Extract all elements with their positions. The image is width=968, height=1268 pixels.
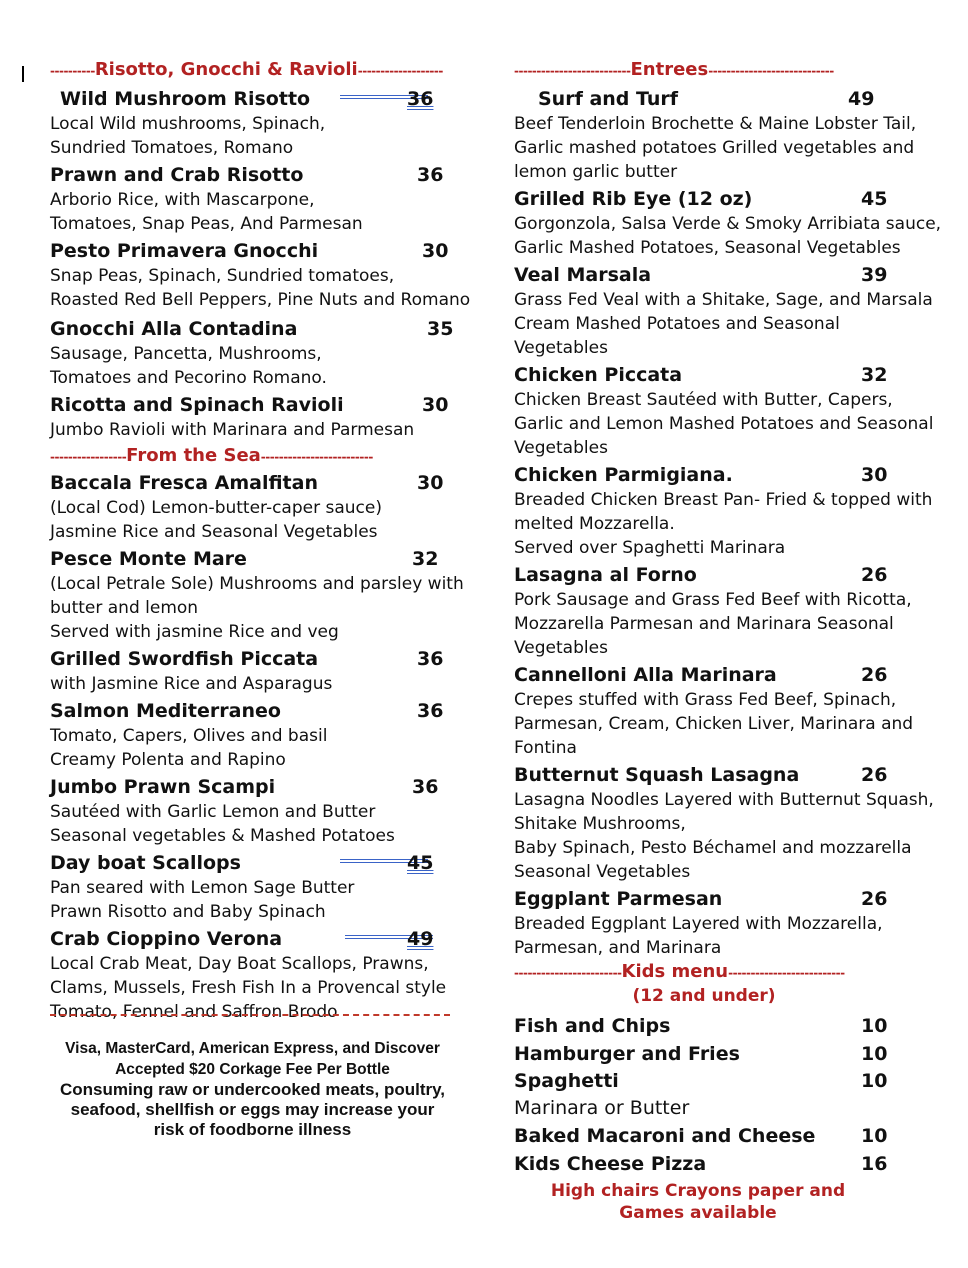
item-description: Seasonal vegetables & Mashed Potatoes <box>50 826 395 846</box>
kids-amenities-note <box>528 1180 868 1224</box>
item-description: Served with jasmine Rice and veg <box>50 622 339 642</box>
item-description: Mozzarella Parmesan and Marinara Seasonal <box>514 614 894 634</box>
item-name: Grilled Swordfish Piccata <box>50 648 319 670</box>
item-price: 32 <box>412 548 439 570</box>
menu-item <box>514 362 934 460</box>
item-description: Vegetables <box>514 638 608 658</box>
item-description: Prawn Risotto and Baby Spinach <box>50 902 326 922</box>
item-description: Tomatoes, Snap Peas, And Parmesan <box>50 214 363 234</box>
item-description: Creamy Polenta and Rapino <box>50 750 286 770</box>
section-header-kids-menu <box>514 960 924 984</box>
item-description: Breaded Eggplant Layered with Mozzarella, <box>514 914 883 934</box>
item-description: Clams, Mussels, Fresh Fish In a Provencal style <box>50 978 447 998</box>
section-title: Entrees <box>630 59 709 80</box>
item-name: Pesce Monte Mare <box>50 548 247 570</box>
item-name: Pesto Primavera Gnocchi <box>50 240 319 262</box>
item-description: Local Crab Meat, Day Boat Scallops, Prawns, <box>50 954 429 974</box>
menu-item <box>50 470 460 544</box>
section-header-from-the-sea <box>50 444 460 468</box>
menu-item <box>50 392 460 442</box>
item-description: Jasmine Rice and Seasonal Vegetables <box>50 522 378 542</box>
item-name: Butternut Squash Lasagna <box>514 764 800 786</box>
item-price[interactable]: 36 <box>407 88 434 110</box>
health-warning: risk of foodborne illness <box>153 1120 352 1139</box>
item-name: Lasagna al Forno <box>514 564 697 586</box>
item-price: 26 <box>861 564 888 586</box>
menu-item <box>514 1150 924 1178</box>
menu-item <box>50 698 460 772</box>
item-description: Pork Sausage and Grass Fed Beef with Ricotta, <box>514 590 912 610</box>
menu-item <box>50 774 460 848</box>
menu-item <box>514 1040 924 1068</box>
item-description: Sausage, Pancetta, Mushrooms, <box>50 344 322 364</box>
item-description: Local Wild mushrooms, Spinach, <box>50 114 326 134</box>
item-price: 26 <box>861 664 888 686</box>
menu-item <box>514 562 924 660</box>
item-description: melted Mozzarella. <box>514 514 675 534</box>
item-price: 30 <box>417 472 444 494</box>
item-price: 45 <box>861 188 888 210</box>
menu-item <box>514 762 934 884</box>
payment-note: Visa, MasterCard, American Express, and Discover <box>65 1040 440 1057</box>
menu-item <box>514 886 924 960</box>
corkage-note: Accepted $20 Corkage Fee Per Bottle <box>115 1061 390 1078</box>
menu-item <box>514 1068 924 1122</box>
menu-item <box>514 86 924 184</box>
item-price: 35 <box>427 318 454 340</box>
item-name: Veal Marsala <box>514 264 652 286</box>
dash-right: ------------------------- <box>260 450 373 464</box>
item-name: Ricotta and Spinach Ravioli <box>50 394 344 416</box>
menu-item <box>50 546 464 644</box>
menu-item <box>50 86 460 160</box>
left-column <box>50 58 471 1024</box>
section-title: Kids menu <box>621 961 729 982</box>
item-name: Jumbo Prawn Scampi <box>50 776 276 798</box>
item-description: Vegetables <box>514 438 608 458</box>
item-description: with Jasmine Rice and Asparagus <box>50 674 333 694</box>
item-description: Shitake Mushrooms, <box>514 814 686 834</box>
dash-left: ------------------------ <box>514 966 622 980</box>
item-description: butter and lemon <box>50 598 199 618</box>
item-description: Served over Spaghetti Marinara <box>514 538 786 558</box>
item-description: Garlic mashed potatoes Grilled vegetables and <box>514 138 915 158</box>
dash-right: ------------------- <box>357 64 443 78</box>
item-price: 26 <box>861 888 888 910</box>
menu-item <box>514 662 924 760</box>
item-name: Wild Mushroom Risotto <box>60 88 311 110</box>
item-description: Parmesan, and Marinara <box>514 938 722 958</box>
item-description: Chicken Breast Sautéed with Butter, Capers, <box>514 390 893 410</box>
text-cursor <box>22 66 24 82</box>
menu-item <box>50 162 460 236</box>
item-description: Snap Peas, Spinach, Sundried tomatoes, <box>50 266 395 286</box>
item-description: Crepes stuffed with Grass Fed Beef, Spinach, <box>514 690 897 710</box>
item-description: Sundried Tomatoes, Romano <box>50 138 294 158</box>
menu-item <box>50 850 460 924</box>
item-description: Arborio Rice, with Mascarpone, <box>50 190 315 210</box>
dash-left: ---------- <box>50 64 95 78</box>
menu-item <box>514 1122 924 1150</box>
item-description: Baby Spinach, Pesto Béchamel and mozzarella <box>514 838 912 858</box>
menu-item <box>514 262 933 360</box>
kids-note-line: Games available <box>619 1203 777 1223</box>
item-description: Gorgonzola, Salsa Verde & Smoky Arribiata sauce, <box>514 214 942 234</box>
item-price: 36 <box>417 648 444 670</box>
item-name: Surf and Turf <box>538 88 679 110</box>
item-price: 26 <box>861 764 888 786</box>
item-price: 39 <box>861 264 888 286</box>
item-description: Sautéed with Garlic Lemon and Butter <box>50 802 376 822</box>
item-name: Cannelloni Alla Marinara <box>514 664 777 686</box>
item-price[interactable]: 49 <box>407 928 434 950</box>
section-header-entrees <box>514 58 924 82</box>
dash-left: -------------------------- <box>514 64 631 78</box>
item-name: Hamburger and Fries <box>514 1043 740 1065</box>
item-description: Lasagna Noodles Layered with Butternut Squash, <box>514 790 934 810</box>
item-name: Baccala Fresca Amalfitan <box>50 472 318 494</box>
item-name: Chicken Piccata <box>514 364 683 386</box>
divider-line <box>50 1014 450 1018</box>
section-title: Risotto, Gnocchi & Ravioli <box>94 59 358 80</box>
item-price: 36 <box>412 776 439 798</box>
item-description: Garlic and Lemon Mashed Potatoes and Seasonal <box>514 414 934 434</box>
item-name: Kids Cheese Pizza <box>514 1153 707 1175</box>
item-description: Garlic Mashed Potatoes, Seasonal Vegetables <box>514 238 901 258</box>
payment-and-health-note <box>50 1038 455 1140</box>
section-title: From the Sea <box>126 445 261 466</box>
dash-right: -------------------------- <box>728 966 845 980</box>
item-description: Cream Mashed Potatoes and Seasonal <box>514 314 840 334</box>
menu-item <box>50 926 460 1024</box>
right-column <box>514 58 942 1224</box>
item-price: 10 <box>861 1125 888 1147</box>
item-name: Chicken Parmigiana. <box>514 464 733 486</box>
item-description: Tomatoes and Pecorino Romano. <box>50 368 327 388</box>
item-description: Marinara or Butter <box>514 1097 690 1119</box>
kids-note-line: High chairs Crayons paper and <box>550 1181 846 1201</box>
item-description: Jumbo Ravioli with Marinara and Parmesan <box>50 420 415 440</box>
kids-age-note: (12 and under) <box>632 986 776 1006</box>
health-warning: Consuming raw or undercooked meats, poultry, <box>59 1080 446 1099</box>
item-price: 36 <box>417 164 444 186</box>
item-name: Prawn and Crab Risotto <box>50 164 304 186</box>
item-price: 36 <box>417 700 444 722</box>
health-warning: seafood, shellfish or eggs may increase your <box>70 1100 435 1119</box>
item-price: 30 <box>422 394 449 416</box>
item-description: Beef Tenderloin Brochette & Maine Lobster Tail, <box>514 114 917 134</box>
item-name: Salmon Mediterraneo <box>50 700 281 722</box>
item-price: 32 <box>861 364 888 386</box>
item-description: Pan seared with Lemon Sage Butter <box>50 878 355 898</box>
menu-item <box>50 646 460 696</box>
item-description: Grass Fed Veal with a Shitake, Sage, and Marsala <box>514 290 933 310</box>
item-description: Seasonal Vegetables <box>514 862 691 882</box>
item-price: 30 <box>861 464 888 486</box>
dash-right: ---------------------------- <box>708 64 834 78</box>
menu-item <box>514 186 942 260</box>
item-description: Tomato, Capers, Olives and basil <box>50 726 328 746</box>
item-name: Spaghetti <box>514 1070 619 1092</box>
item-name: Grilled Rib Eye (12 oz) <box>514 188 753 210</box>
item-description: (Local Cod) Lemon-butter-caper sauce) <box>50 498 382 518</box>
item-description: Roasted Red Bell Peppers, Pine Nuts and Romano <box>50 290 471 310</box>
item-name: Crab Cioppino Verona <box>50 928 283 950</box>
item-description: Fontina <box>514 738 577 758</box>
item-price: 49 <box>848 88 875 110</box>
menu-item <box>514 462 933 560</box>
item-price: 16 <box>861 1153 888 1175</box>
item-name: Baked Macaroni and Cheese <box>514 1125 816 1147</box>
item-price: 10 <box>861 1043 888 1065</box>
item-description: lemon garlic butter <box>514 162 678 182</box>
item-name: Fish and Chips <box>514 1015 671 1037</box>
item-description: Breaded Chicken Breast Pan- Fried & topped with <box>514 490 933 510</box>
item-description: Vegetables <box>514 338 608 358</box>
menu-item <box>50 316 460 390</box>
item-price: 30 <box>422 240 449 262</box>
item-description: Tomato, Fennel and Saffron Brodo <box>50 1002 338 1022</box>
menu-item <box>50 238 471 312</box>
item-price: 10 <box>861 1015 888 1037</box>
item-price: 10 <box>861 1070 888 1092</box>
item-name: Gnocchi Alla Contadina <box>50 318 298 340</box>
item-description: Parmesan, Cream, Chicken Liver, Marinara and <box>514 714 914 734</box>
item-price[interactable]: 45 <box>407 852 434 874</box>
section-header-risotto <box>50 58 460 82</box>
dash-left: ----------------- <box>50 450 127 464</box>
item-name: Day boat Scallops <box>50 852 241 874</box>
item-description: (Local Petrale Sole) Mushrooms and parsley with <box>50 574 464 594</box>
item-name: Eggplant Parmesan <box>514 888 723 910</box>
menu-item <box>514 1012 924 1040</box>
